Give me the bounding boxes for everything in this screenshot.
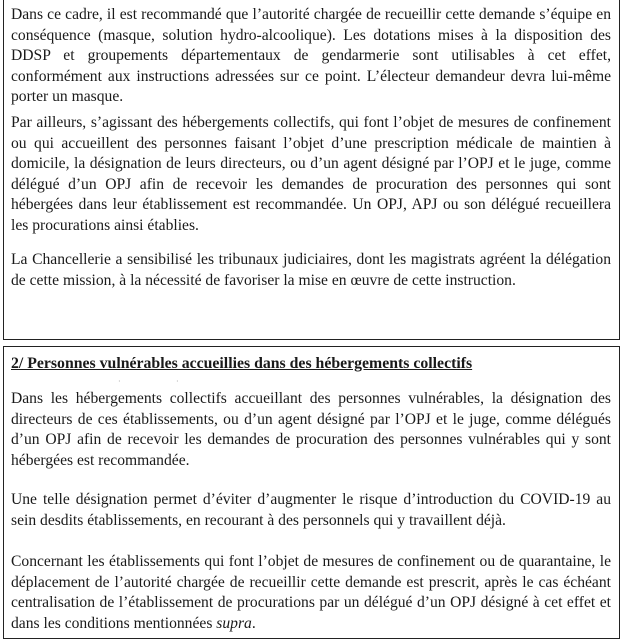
paragraph-chancellerie: La Chancellerie a sensibilisé les tribunaux judiciaires, dont les magistrats agréent la délégation de cette mission, à la nécessité de favoriser la mise en œuvre de cette instruction. — [11, 251, 611, 289]
section-heading: 2/ Personnes vulnérables accueillies dans des hébergements collectifs — [11, 355, 473, 372]
paragraph-vulnerable-persons: Dans les hébergements collectifs accueillant des personnes vulnérables, la désignation des directeurs de ces établissements, ou d’un agent désigné par l’OPJ et le juge, comme délégués d’un OPJ afin de recevoir les demandes de procuration des personnes vulnérables qui y sont hébergées est recommandée. — [11, 390, 611, 469]
paragraph-confinement — [11, 552, 611, 634]
paragraph-collective-housing: Par ailleurs, s’agissant des hébergements collectifs, qui font l’objet de mesures de confinement ou qui accueillent des personnes faisant l’objet d’une prescription médicale de maintien à domicile, la désignation de leurs directeurs, ou d’un agent désigné par l’OPJ et le juge, comme délégué d’un OPJ afin de recevoir les demandes de procuration des personnes qui sont hébergées dans leur établissement est recommandée. Un OPJ, APJ ou son délégué recueillera les procurations ainsi établies. — [11, 114, 611, 234]
paragraph-covid-risk: Une telle désignation permet d’éviter d’augmenter le risque d’introduction du COVID-19 au sein desdits établissements, en recourant à des personnels qui y travaillent déjà. — [11, 491, 611, 529]
scan-speck: · — [176, 377, 179, 386]
paragraph-confinement-italic: supra — [216, 614, 252, 632]
paragraph-confinement-end: . — [251, 614, 256, 632]
paragraph-confinement-text: Concernant les établissements qui font l’objet de mesures de confinement ou de quarantaine, le déplacement de l’autorité chargée de recueillir cette demande est prescrit, après le cas échéant centralisation de l’établissement de procurations par un délégué d’un OPJ désigné à cet effet et dans les conditions mentionnées — [11, 553, 611, 632]
paragraph-masks: Dans ce cadre, il est recommandé que l’autorité chargée de recueillir cette demande s’équipe en conséquence (masque, solution hydro-alcoolique). Les dotations mises à la disposition des DDSP et groupements départementaux de gendarmerie sont utilisables à cet effet, conformément aux instructions adressées sur ce point. L’électeur demandeur devra lui-même porter un masque. — [11, 6, 611, 105]
scan-speck: · — [118, 377, 121, 386]
